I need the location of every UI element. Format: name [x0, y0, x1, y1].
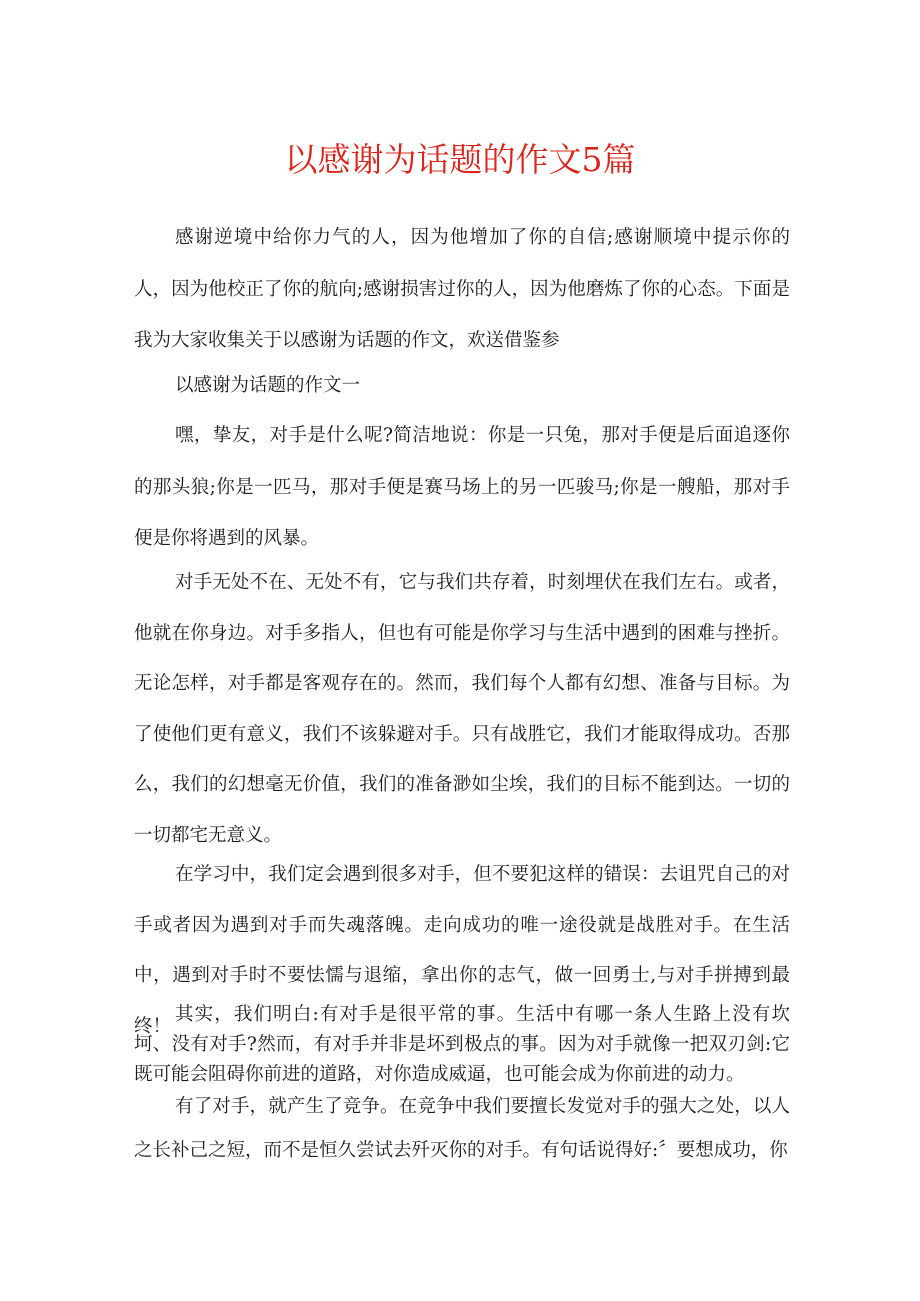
intro-paragraph: 感谢逆境中给你力气的人，因为他增加了你的自信;感谢顺境中提示你的人，因为他校正了你的航向;感谢损害过你的人，因为他磨炼了你的心态。下面是我为大家收集关于以感谢为话题的作文，欢送借鉴参 — [134, 227, 790, 351]
body-paragraph: 有了对手，就产生了竞争。在竞争中我们要擅长发觉对手的强大之处，以人之长补己之短，而不是恒久尝试去歼灭你的对手。有句话说得好:〞要想成功，你 — [134, 1096, 790, 1161]
body-paragraph: 对手无处不在、无处不有，它与我们共存着，时刻埋伏在我们左右。或者，他就在你身边。对手多指人，但也有可能是你学习与生活中遇到的困难与挫折。无论怎样，对手都是客观存在的。然而，我们每个人都有幻想、准备与目标。为了使他们更有意义，我们不该躲避对手。只有战胜它，我们才能取得成功。否那么，我们的幻想毫无价值，我们的准备渺如尘埃，我们的目标不能到达。一切的一切都宅无意义。 — [134, 572, 790, 846]
document-title: 以感谢为话题的作文5篇 — [284, 140, 636, 179]
body-paragraph: 在学习中，我们定会遇到很多对手，但不要犯这样的错误：去诅咒自己的对手或者因为遇到对手而失魂落魄。走向成功的唯一途役就是战胜对手。在生活中，遇到对手时不要怯懦与退缩，拿出你的志气，做一回勇士,与对手拼搏到最终！ — [134, 864, 790, 1037]
essay-heading: 以感谢为话题的作文一 — [175, 375, 361, 396]
body-paragraph: 其实，我们明白:有对手是很平常的事。生活中有哪一条人生路上没有坎坷、没有对手?然而，有对手并非是坏到极点的事。因为对手就像一把双刃剑:它既可能会阻碍你前进的道路，对你造成威逼，也可能会成为你前进的动力。 — [134, 1004, 790, 1085]
body-paragraph: 嘿，挚友，对手是什么呢?简洁地说：你是一只兔，那对手便是后面追逐你的那头狼;你是一匹马，那对手便是赛马场上的另一匹骏马;你是一艘船，那对手便是你将遇到的风暴。 — [134, 425, 790, 549]
